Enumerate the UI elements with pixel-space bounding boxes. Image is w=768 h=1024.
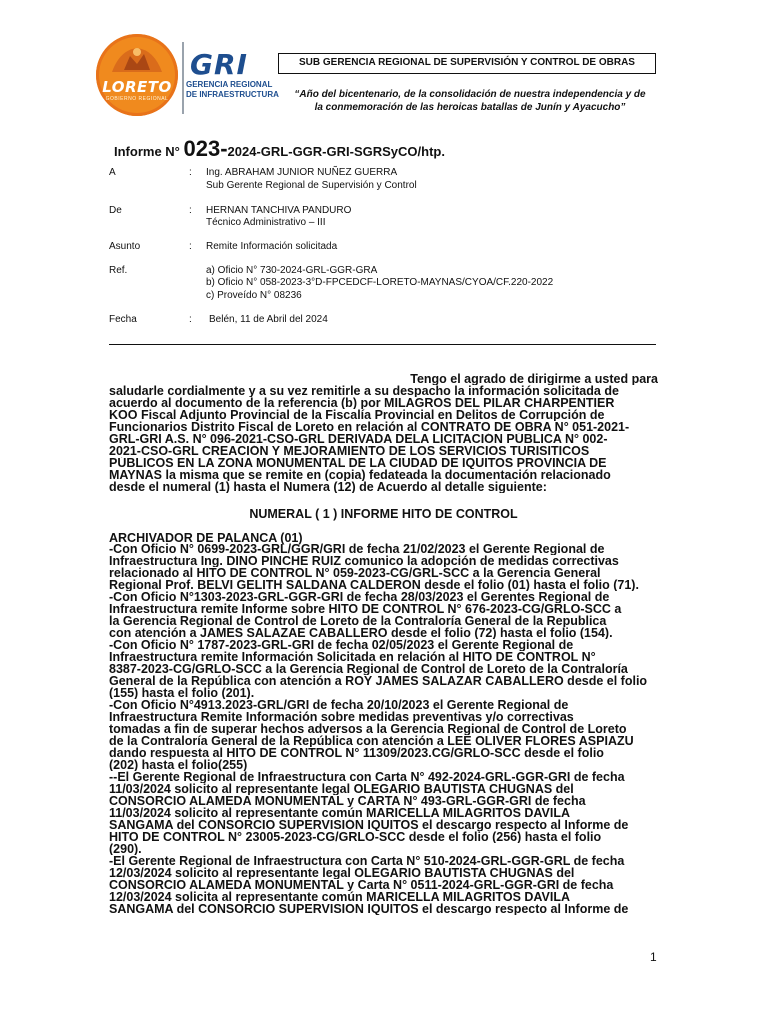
- field-a-label: A: [109, 167, 116, 178]
- detail-line: (155) hasta el folio (201).: [109, 687, 255, 699]
- intro-line: 2021-CSO-GRL CREACIÓN Y MEJORAMIENTO DE LOS SERVICIOS TURISITICOS: [109, 445, 590, 457]
- intro-line: Funcionarios Distrito Fiscal de Loreto en relación al CONTRATO DE OBRA N° 051-2021-: [109, 421, 630, 433]
- field-de-colon: :: [189, 205, 192, 216]
- field-de-label: De: [109, 205, 122, 216]
- gri-sub-line2: DE INFRAESTRUCTURA: [186, 90, 279, 99]
- detail-line: --El Gerente Regional de Infraestructura con Carta N° 492-2024-GRL-GGR-GRI de fecha: [109, 771, 625, 783]
- report-prefix: Informe N°: [114, 144, 180, 159]
- detail-line: SANGAMA del CONSORCIO SUPERVISIÓN IQUITOS el descargo respecto al Informe de: [109, 819, 629, 831]
- gri-sub-line1: GERENCIA REGIONAL: [186, 80, 273, 89]
- detail-line: tomadas a fin de superar hechos adversos a la Gerencia Regional de Control de Loreto: [109, 723, 627, 735]
- detail-line: HITO DE CONTROL N° 23005-2023-CG/GRLO-SCC desde el folio (256) hasta el folio: [109, 831, 602, 843]
- field-a-line1: Ing. ABRAHAM JUNIOR NUÑEZ GUERRA: [206, 167, 398, 178]
- detail-line: General de la República con atención a ROY JAMES SALAZAR CABALLERO desde el folio: [109, 675, 648, 687]
- report-suffix: 2024-GRL-GGR-GRI-SGRSyCO/htp.: [227, 144, 445, 159]
- field-fecha-label: Fecha: [109, 314, 137, 325]
- detail-line: 12/03/2024 solicita al representante común MARICELLA MILAGRITOS DAVILA: [109, 891, 570, 903]
- field-fecha-value: Belén, 11 de Abril del 2024: [209, 314, 328, 325]
- detail-line: (202) hasta el folio(255): [109, 759, 248, 771]
- detail-line: CONSORCIO ALAMEDA MONUMENTAL y CARTA N° 493-GRL-GGR-GRI de fecha: [109, 795, 586, 807]
- detail-line: Infraestructura Remite Información sobre medidas preventivas y/o correctivas: [109, 711, 574, 723]
- detail-line: -Con Oficio N° 1787-2023-GRL-GRI de fecha 02/05/2023 el Gerente Regional de: [109, 639, 574, 651]
- field-asunto-value: Remite Información solicitada: [206, 241, 338, 252]
- intro-paragraph: [109, 373, 658, 493]
- report-number: [114, 136, 445, 162]
- detail-line: 12/03/2024 solicito al representante legal OLEGARIO BAUTISTA CHUGNAS del: [109, 867, 575, 879]
- numeral-heading: NUMERAL ( 1 ) INFORME HITO DE CONTROL: [249, 507, 518, 521]
- intro-line: KOO Fiscal Adjunto Provincial de la Fiscalía Provincial en Delitos de Corrupción de: [109, 409, 605, 421]
- archivador-label: ARCHIVADOR DE PALANCA (01): [109, 531, 303, 545]
- field-a-colon: :: [189, 167, 192, 178]
- department-title-box: SUB GERENCIA REGIONAL DE SUPERVISIÓN Y CONTROL DE OBRAS: [278, 53, 656, 74]
- page-number: 1: [650, 950, 657, 964]
- intro-line: acuerdo al documento de la referencia (b) por MILAGROS DEL PILAR CHARPENTIER: [109, 397, 615, 409]
- intro-line: desde el numeral (1) hasta el Numera (12) de Acuerdo al detalle siguiente:: [109, 481, 547, 493]
- detail-line: dando respuesta al HITO DE CONTROL N° 11309/2023.CG/GRLO-SCC desde el folio: [109, 747, 604, 759]
- field-asunto-colon: :: [189, 241, 192, 252]
- detail-line: relacionado al HITO DE CONTROL N° 059-2023-CG/GRL-SCC a la Gerencia General: [109, 567, 601, 579]
- detail-line: -Con Oficio N°1303-2023-GRL-GGR-GRI de fecha 28/03/2023 el Gerentes Regional de: [109, 591, 610, 603]
- detail-line: 11/03/2024 solicito al representante común MARICELLA MILAGRITOS DAVILA: [109, 807, 570, 819]
- motto-line2: la conmemoración de las heroicas batallas de Junín y Ayacucho”: [314, 102, 626, 113]
- detail-line: (290).: [109, 843, 142, 855]
- detail-line: -Con Oficio N° 0699-2023-GRL/GGR/GRI de fecha 21/02/2023 el Gerente Regional de: [109, 543, 605, 555]
- seal-word: LORETO: [102, 78, 172, 96]
- detail-paragraph: [109, 543, 658, 915]
- detail-line: de la Contraloría General de la República con atención a LEE OLIVER FLORES ASPIAZU: [109, 735, 634, 747]
- detail-line: con atención a JAMES SALAZAE CABALLERO desde el folio (72) hasta el folio (154).: [109, 627, 613, 639]
- gri-subtitle: [186, 80, 279, 100]
- field-ref-label: Ref.: [109, 265, 128, 276]
- field-a-line2: Sub Gerente Regional de Supervisión y Control: [206, 180, 417, 191]
- detail-line: Infraestructura remite Información Solicitada en relación al HITO DE CONTROL N°: [109, 651, 596, 663]
- report-number-main: 023-: [183, 136, 228, 161]
- detail-line: CONSORCIO ALAMEDA MONUMENTAL y Carta N° 0511-2024-GRL-GGR-GRI de fecha: [109, 879, 614, 891]
- year-motto: [270, 88, 670, 114]
- detail-line: 11/03/2024 solicito al representante legal OLEGARIO BAUTISTA CHUGNAS del: [109, 783, 574, 795]
- loreto-seal-logo: [96, 34, 178, 116]
- detail-line: Infraestructura Ing. DINO PINCHE RUIZ comunico la adopción de medidas correctivas: [109, 555, 619, 567]
- field-de-line1: HERNAN TANCHIVA PANDURO: [206, 205, 352, 216]
- detail-line: -El Gerente Regional de Infraestructura con Carta N° 510-2024-GRL-GGR-GRL de fecha: [109, 855, 625, 867]
- intro-line: GRL-GRI A.S. N° 096-2021-CSO-GRL DERIVADA DELA LICITACIÓN PÚBLICA N° 002-: [109, 433, 608, 445]
- intro-line: saludarle cordialmente y a su vez remitirle a su despacho la información solicitada de: [109, 385, 619, 397]
- field-ref-c: c) Proveído N° 08236: [206, 290, 302, 301]
- seal-subtitle: GOBIERNO REGIONAL: [105, 96, 169, 102]
- detail-line: Regional Prof. BELVI GELITH SALDAÑA CALDERON desde el folio (01) hasta el folio (71).: [109, 579, 639, 591]
- logo-divider: [182, 42, 184, 114]
- detail-line: SANGAMA del CONSORCIO SUPERVISION IQUITOS el descargo respecto al Informe de: [109, 903, 629, 915]
- intro-line: Tengo el agrado de dirigirme a usted para: [410, 373, 658, 385]
- motto-line1: “Año del bicentenario, de la consolidación de nuestra independencia y de: [294, 89, 646, 100]
- field-ref-a: a) Oficio N° 730-2024-GRL-GGR-GRA: [206, 265, 378, 276]
- gri-logo-text: GRI: [190, 48, 248, 81]
- field-fecha-colon: :: [189, 314, 192, 325]
- intro-line: MAYNAS la misma que se remite en (copia) fedateada la documentación relacionado: [109, 469, 611, 481]
- detail-line: 8387-2023-CG/GRLO-SCC a la Gerencia Regional de Control de Loreto de la Contraloría: [109, 663, 628, 675]
- detail-line: Infraestructura remite Informe sobre HITO DE CONTROL N° 676-2023-CG/GRLO-SCC a: [109, 603, 622, 615]
- header-divider-line: [109, 344, 656, 345]
- field-de-line2: Técnico Administrativo – III: [206, 217, 326, 228]
- detail-line: -Con Oficio N°4913.2023-GRL/GRI de fecha 20/10/2023 el Gerente Regional de: [109, 699, 569, 711]
- detail-line: la Gerencia Regional de Control de Loreto de la Contraloría General de la Republica: [109, 615, 607, 627]
- intro-line: PÚBLICOS EN LA ZONA MONUMENTAL DE LA CIUDAD DE IQUITOS PROVINCIA DE: [109, 457, 607, 469]
- field-ref-b: b) Oficio N° 058-2023-3°D-FPCEDCF-LORETO-MAYNAS/CYOA/CF.220-2022: [206, 277, 554, 288]
- seal-emblem-icon: [106, 42, 168, 82]
- field-asunto-label: Asunto: [109, 241, 141, 252]
